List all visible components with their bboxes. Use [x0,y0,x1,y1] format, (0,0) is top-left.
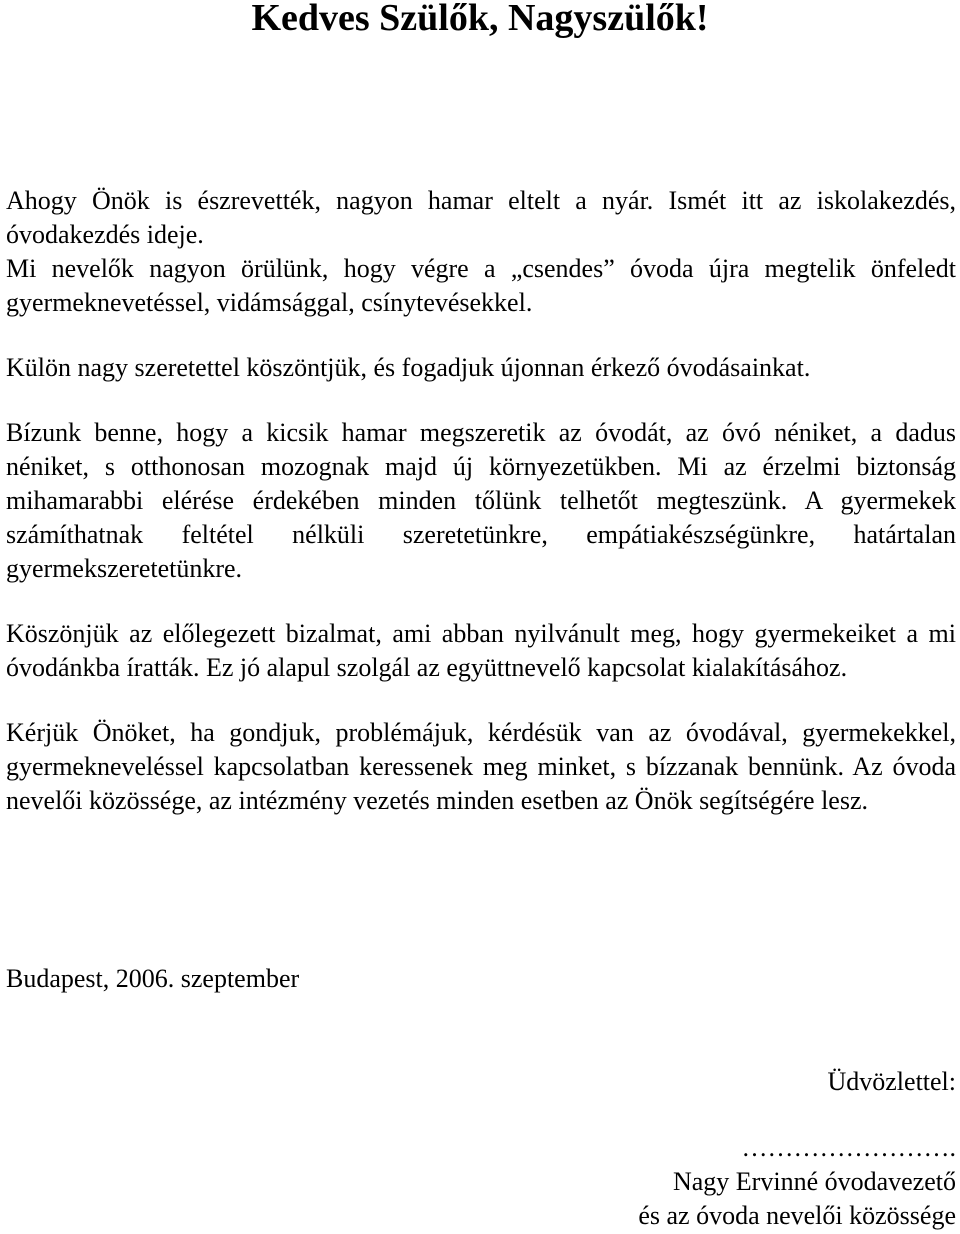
signature-group: és az óvoda nevelői közössége [638,1201,956,1230]
letter-date [6,962,956,996]
letter-body [6,184,956,818]
paragraph-intro [6,184,956,320]
signature-block [638,1131,956,1233]
date-line: Budapest, 2006. szeptember [6,964,300,993]
letter-title: Kedves Szülők, Nagyszülők! [251,0,709,39]
paragraph-welcome: Külön nagy szeretettel köszöntjük, és fogadjuk újonnan érkező óvodásainkat. [6,353,811,382]
signature-dots: ……………………. [741,1133,956,1162]
paragraph-intro-line-2: Mi nevelők nagyon örülünk, hogy végre a „csendes” óvoda újra megtelik önfeledt gyermeknevetéssel, vidámsággal, csínytevésekkel. [6,254,956,317]
closing [827,1065,956,1099]
paragraph-intro-line-1: Ahogy Önök is észrevették, nagyon hamar eltelt a nyár. Ismét itt az iskolakezdés, óvodakezdés ideje. [6,186,956,249]
signature-name: Nagy Ervinné óvodavezető [672,1167,956,1196]
paragraph-request: Kérjük Önöket, ha gondjuk, problémájuk, kérdésük van az óvodával, gyermekekkel, gyermekneveléssel kapcsolatban keressenek meg minket, s bízzanak bennünk. Az óvoda nevelői közössége, az intézmény vezetés minden esetben az Önök segítségére lesz. [6,718,956,815]
closing-greeting: Üdvözlettel: [827,1067,956,1096]
paragraph-thanks: Köszönjük az előlegezett bizalmat, ami abban nyilvánult meg, hogy gyermekeiket a mi óvodánkba íratták. Ez jó alapul szolgál az együttnevelő kapcsolat kialakításához. [6,619,956,682]
paragraph-trust: Bízunk benne, hogy a kicsik hamar megszeretik az óvodát, az óvó néniket, a dadus néniket, s otthonosan mozognak majd új környezetükben. Mi az érzelmi biztonság mihamarabbi elérése érdekében minden tőlünk telhetőt megteszünk. A gyermekek számíthatnak feltétel nélküli szeretetünkre, empátiakészségünkre, határtalan gyermekszeretetünkre. [6,418,956,583]
